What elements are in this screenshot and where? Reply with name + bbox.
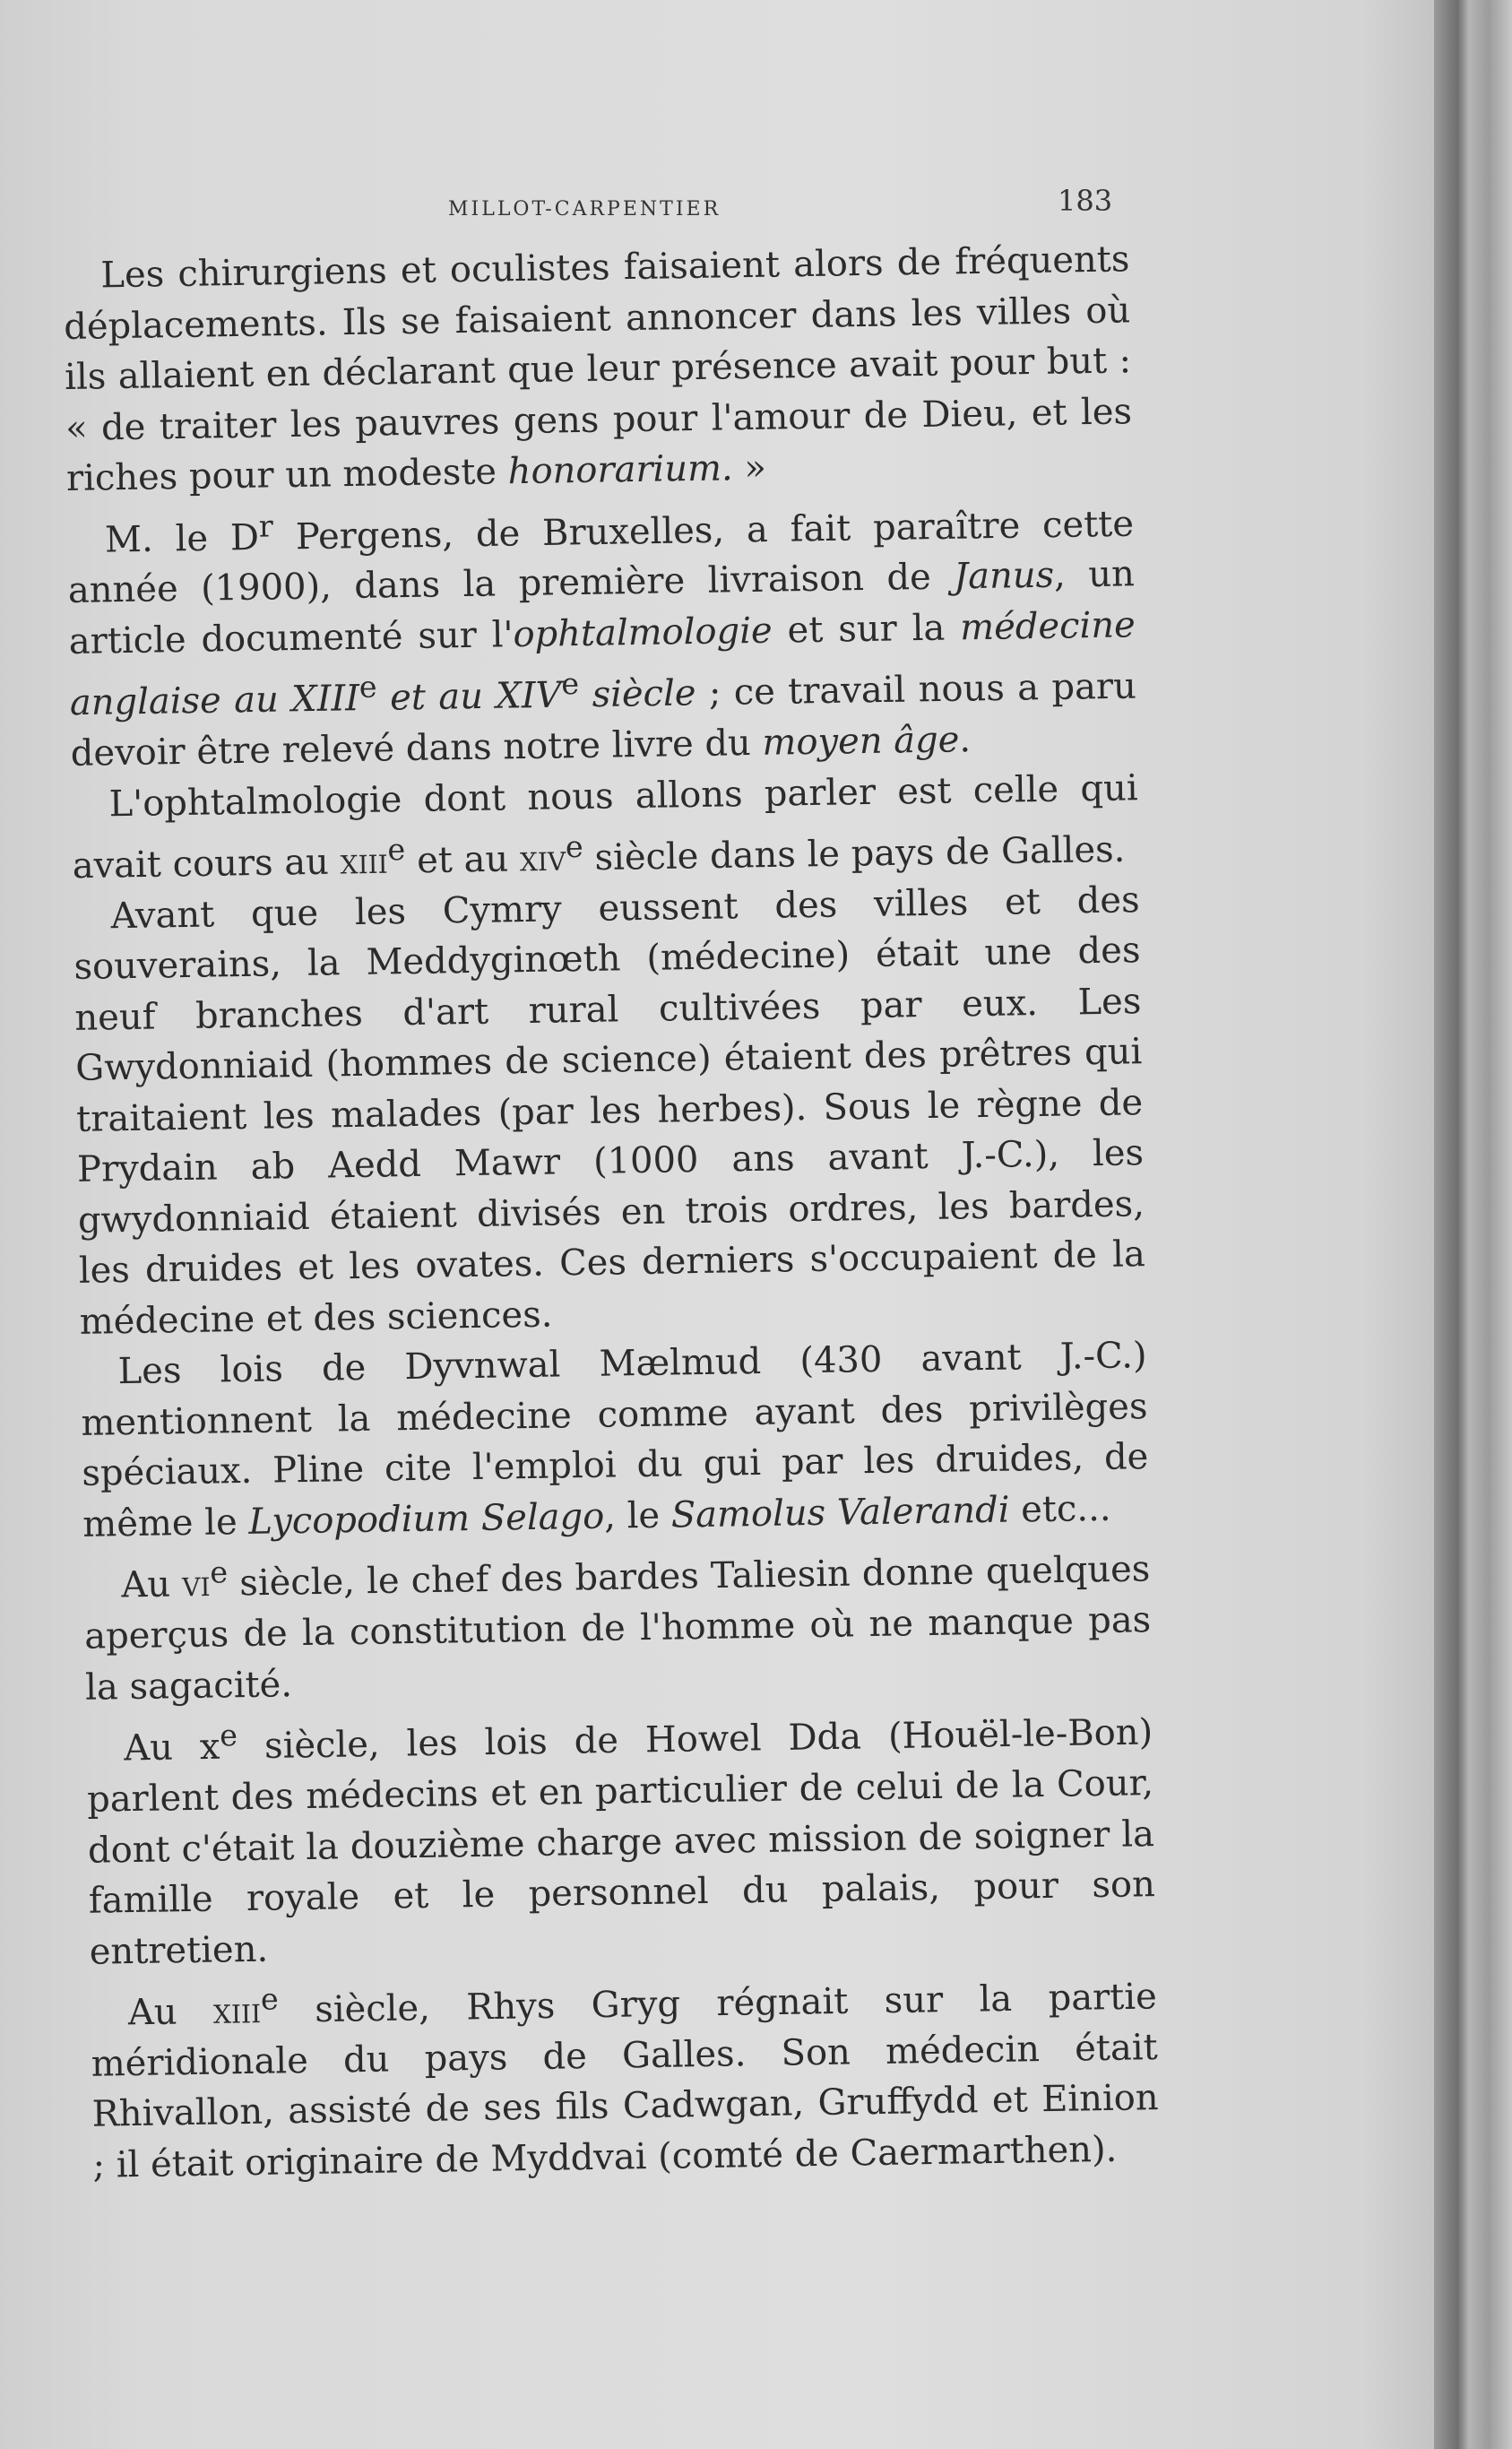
paragraph-2: M. le $D^r$ Pergens, de Bruxelles, a fait paraître cette année (1900), dans la première livraison de Janus, un article documenté sur l'ophtalmologie et sur la médecine anglaise au XIIIe et au XIVe siècle ; ce travail nous a paru devoir être relevé dans notre livre du moyen âge.: [67, 503, 1137, 775]
page-body: [63, 234, 1160, 2191]
book-gutter: [1434, 0, 1512, 2449]
paragraph-4: Avant que les Cymry eussent des villes et des souverains, la Meddyginœth (médecine) était une des neuf branches d'art rural cultivées par eux. Les Gwydonniaid (hommes de science) étaient des prêtres qui traitaient les malades (par les herbes). Sous le règne de Prydain ab Aedd Mawr (1000 ans avant J.-C.), les gwydonniaid étaient divisés en trois ordres, les bardes, les druides et les ovates. Ces derniers s'occupaient de la médecine et des sciences.: [73, 879, 1146, 1343]
page-header: [0, 184, 1434, 238]
paragraph-3: L'ophtalmologie dont nous allons parler est celle qui avait cours au xiii$^e$ et au xiv$^e$ siècle dans le pays de Galles.: [72, 766, 1138, 887]
paragraph-7: Au $x^e$ siècle, les lois de Howel Dda (Houël-le-Bon) parlent des médecins et en particulier de celui de la Cour, dont c'était la douzième charge avec mission de soigner la famille royale et le personnel du palais, pour son entretien.: [86, 1711, 1156, 1973]
running-head: MILLOT-CARPENTIER: [448, 198, 721, 221]
paragraph-5: Les lois de Dyvnwal Mælmud (430 avant J.-C.) mentionnent la médecine comme ayant des privilèges spéciaux. Pline cite l'emploi du gui par les druides, de même le Lycopodium Selago, le Samolus Valerandi etc...: [81, 1335, 1149, 1545]
page-number: 183: [1058, 184, 1113, 218]
paragraph-1: Les chirurgiens et oculistes faisaient alors de fréquents déplacements. Ils se faisaient annoncer dans les villes où ils allaient en déclarant que leur présence avait pour but : « de traiter les pauvres gens pour l'amour de Dieu, et les riches pour un modeste honorarium. »: [63, 238, 1133, 499]
paragraph-6: Au $vi^e$ siècle, le chef des bardes Taliesin donne quelques aperçus de la constitution de l'homme où ne manque pas la sagacité.: [83, 1548, 1152, 1709]
paragraph-8: Au xiii$^e$ siècle, Rhys Gryg régnait sur la partie méridionale du pays de Galles. Son médecin était Rhivallon, assisté de ses fils Cadwgan, Gruffydd et Einion ; il était originaire de Myddvai (comté de Caermarthen).: [91, 1976, 1159, 2186]
